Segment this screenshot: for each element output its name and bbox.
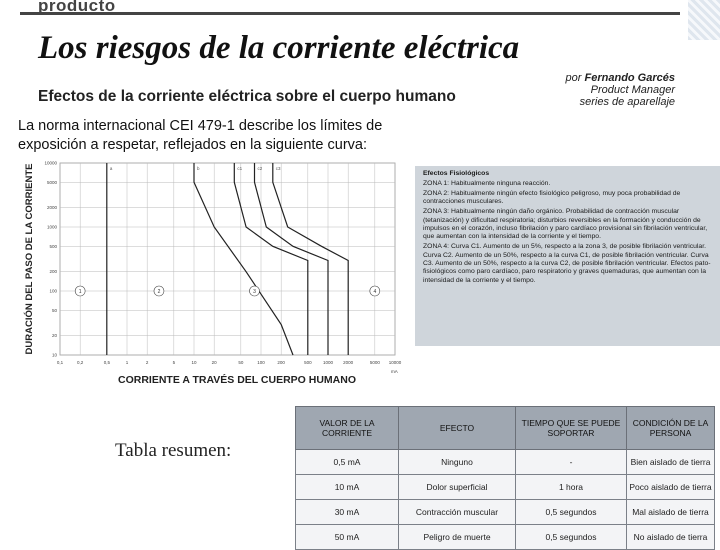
summary-table xyxy=(295,406,715,550)
x-tick-label: 2000 xyxy=(343,360,354,365)
effects-zone-1: ZONA 1: Habitualmente ninguna reacción. xyxy=(423,179,551,187)
author-role: Product Manager xyxy=(590,84,675,96)
table-header-row xyxy=(296,407,715,450)
chart-container xyxy=(20,155,415,387)
y-tick-label: 2000 xyxy=(46,205,57,211)
cell-current: 0,5 mA xyxy=(296,450,399,475)
tabla-resumen-label: Tabla resumen: xyxy=(115,440,232,461)
byline-author-line xyxy=(520,72,675,84)
x-tick-label: 1000 xyxy=(322,360,334,365)
byline-prefix: por xyxy=(565,72,582,84)
x-tick-label: 100 xyxy=(257,360,265,365)
cell-time: 0,5 segundos xyxy=(516,500,627,525)
cell-current: 10 mA xyxy=(296,475,399,500)
cell-condition: Poco aislado de tierra xyxy=(627,475,715,500)
cell-condition: Mal aislado de tierra xyxy=(627,500,715,525)
col-header-effect: EFECTO xyxy=(399,407,516,450)
effects-panel xyxy=(415,166,720,346)
curve-tag: a xyxy=(109,166,113,171)
header-rule xyxy=(20,12,680,15)
col-header-current: VALOR DE LA CORRIENTE xyxy=(296,407,399,450)
x-tick-label: 5000 xyxy=(369,360,380,365)
author-series: series de aparellaje xyxy=(579,96,675,108)
effects-heading: Efectos Fisiológicos xyxy=(423,170,490,177)
cell-effect: Peligro de muerte xyxy=(399,525,516,550)
x-tick-label: 50 xyxy=(238,360,244,365)
author-name: Fernando Garcés xyxy=(584,72,675,84)
x-tick-label: 20 xyxy=(211,360,217,365)
effects-zone-3: ZONA 3: Habitualmente ningún daño orgánico. Probabilidad de contracción muscular (tetanización) y dificultad respiratoria; disturbios reversibles en la formación y conducción de impulsos en el corazón, incluso fibrilación y paro cardíaco provisional sin fibrilación ventricular, que aumentan con la intensidad de la corriente y el tiempo. xyxy=(423,208,708,241)
x-tick-label: 5 xyxy=(172,360,176,365)
corner-decoration xyxy=(688,0,720,40)
zone-label: 4 xyxy=(373,288,377,295)
x-tick-label: 10000 xyxy=(388,360,402,365)
cell-condition: No aislado de tierra xyxy=(627,525,715,550)
table-row xyxy=(296,500,715,525)
cell-time: 1 hora xyxy=(516,475,627,500)
cell-effect: Contracción muscular xyxy=(399,500,516,525)
y-tick-label: 1000 xyxy=(46,224,57,230)
curve-tag: c3 xyxy=(275,166,281,171)
x-tick-label: 200 xyxy=(277,360,285,365)
zone-label: 1 xyxy=(78,288,82,295)
x-tick-label: 500 xyxy=(304,360,312,365)
y-tick-label: 10 xyxy=(51,352,57,358)
x-tick-label: 0,2 xyxy=(77,360,84,365)
section-tag: producto xyxy=(38,0,116,15)
y-tick-label: 500 xyxy=(49,243,57,249)
y-tick-label: 50 xyxy=(51,307,57,313)
cell-condition: Bien aislado de tierra xyxy=(627,450,715,475)
y-tick-label: 5000 xyxy=(46,179,57,185)
x-axis-label: CORRIENTE A TRAVÉS DEL CUERPO HUMANO xyxy=(118,374,357,386)
y-axis-label: DURACIÓN DEL PASO DE LA CORRIENTE xyxy=(24,163,35,355)
byline xyxy=(520,72,675,108)
effects-zone-4: ZONA 4: Curva C1. Aumento de un 5%, respecto a la zona 3, de posible fibrilación ventricular. Curva C2. Aumento de un 50%, respecto a la curva C1, de posible fibrilación ventricular. Curva C3. Aumento de un 50%, respecto a la curva C2, de posible fibrilación ventricular. Efectos pato-fisiológicos como paro cardíaco, paro respiratorio y graves quemaduras, que aumentan con la intensidad de la corriente y el tiempo. xyxy=(423,243,711,284)
table-row xyxy=(296,475,715,500)
col-header-condition: CONDICIÓN DE LA PERSONA xyxy=(627,407,715,450)
cell-effect: Ninguno xyxy=(399,450,516,475)
zone-label: 3 xyxy=(253,288,256,295)
cell-effect: Dolor superficial xyxy=(399,475,516,500)
x-tick-label: 10 xyxy=(191,360,197,365)
x-tick-label: 1 xyxy=(125,360,129,365)
y-tick-label: 200 xyxy=(49,269,57,275)
y-tick-label: 100 xyxy=(49,288,57,294)
cell-current: 30 mA xyxy=(296,500,399,525)
x-tick-label: 0,5 xyxy=(103,360,110,365)
iec-479-chart xyxy=(20,155,415,387)
curve-tag: c1 xyxy=(237,166,243,171)
effects-zone-2: ZONA 2: Habitualmente ningún efecto fisiológico peligroso, muy poca probabilidad de contracciones musculares. xyxy=(423,189,681,206)
page-title: Los riesgos de la corriente eléctrica xyxy=(38,30,520,66)
zone-label: 2 xyxy=(157,288,161,295)
x-unit-label: mA xyxy=(391,369,398,374)
intro-text: La norma internacional CEI 479-1 describe los límites de exposición a respetar, reflejados en la siguiente curva: xyxy=(18,118,383,153)
table-row xyxy=(296,525,715,550)
y-tick-label: 20 xyxy=(51,333,57,339)
cell-time: - xyxy=(516,450,627,475)
y-tick-label: 10000 xyxy=(44,160,57,166)
cell-current: 50 mA xyxy=(296,525,399,550)
x-tick-label: 2 xyxy=(145,360,149,365)
cell-time: 0,5 segundos xyxy=(516,525,627,550)
x-tick-label: 0,1 xyxy=(56,360,64,365)
table-row xyxy=(296,450,715,475)
page-subtitle: Efectos de la corriente eléctrica sobre el cuerpo humano xyxy=(38,88,456,105)
curve-tag: b xyxy=(197,166,200,171)
col-header-time: TIEMPO QUE SE PUEDE SOPORTAR xyxy=(516,407,627,450)
curve-tag: c2 xyxy=(257,166,263,171)
